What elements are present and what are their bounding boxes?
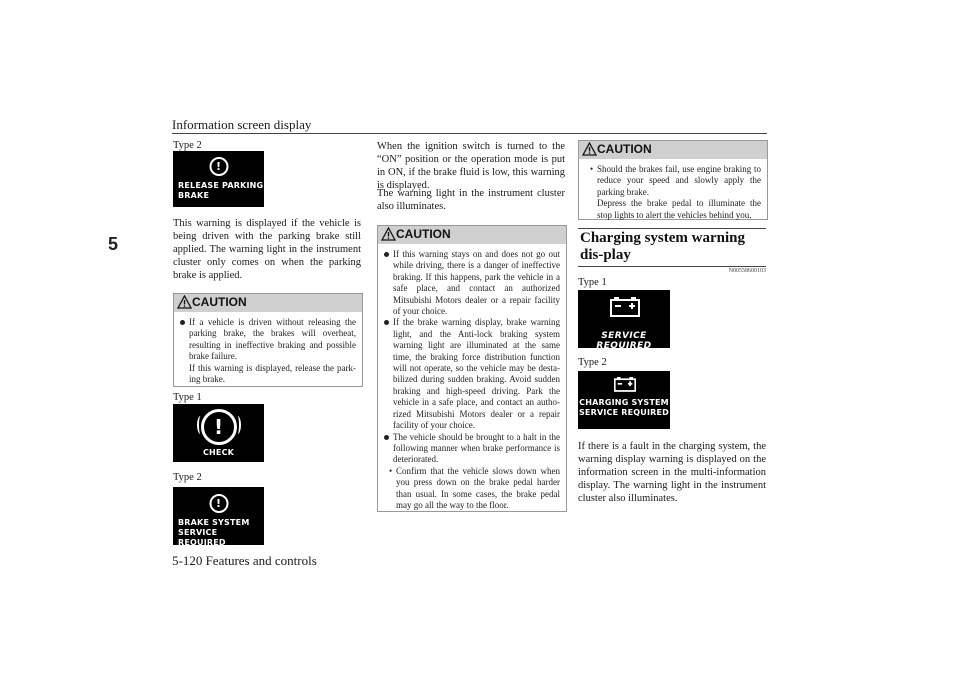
- brake-fluid-warning-paragraph: When the ignition switch is turned to the “ON” position or the operation mode is put in ON, if the brake fluid is low, this warning is displayed.: [377, 141, 565, 191]
- caution-box-brake-fluid: [377, 225, 567, 512]
- section-top-rule: [578, 228, 766, 229]
- service-required-display: [578, 290, 670, 348]
- bullet-dot-icon: [384, 252, 389, 257]
- type2b-label: Type 2: [173, 472, 202, 483]
- bullet-dot-icon: [180, 320, 185, 325]
- bullet-point-icon: •: [389, 465, 393, 476]
- caution-header: [579, 141, 767, 159]
- section-title: Charging system warning dis-play: [580, 230, 746, 263]
- chapter-tab: 5: [107, 233, 118, 254]
- bullet-point-icon: •: [590, 164, 594, 174]
- header-rule: [172, 133, 767, 134]
- caution-item: The vehicle should be brought to a halt in the following manner when brake performance is deteriorated.: [384, 432, 560, 466]
- bullet-dot-icon: [384, 435, 389, 440]
- caution-box-brake-failure: [578, 140, 768, 220]
- caution-item: If the brake warning display, brake warning light, and the Anti-lock braking system warning light are illuminated at the same time, the braking force distribution function will not operate, so the vehicle may be desta-bilized during sudden braking. Avoid sudden braking and high-speed driving. Park the vehicle in a safe place, and contact an autho-rized Mitsubishi Motors dealer or a repair facility of your choice.: [384, 317, 560, 431]
- document-code: N00558600103: [728, 268, 766, 274]
- warning-light-paragraph: The warning light in the instrument cluster also illuminates.: [377, 188, 565, 212]
- battery-icon: [614, 376, 636, 392]
- exclamation-circle-icon: !: [209, 494, 228, 513]
- caution-header: [378, 226, 566, 244]
- caution-header: [174, 294, 362, 312]
- caution-item: If a vehicle is driven without releasing the parking brake, the brakes will overheat, resulting in ineffective braking and possible brake failure.: [180, 317, 356, 363]
- display-message-line2: BRAKE: [178, 191, 210, 200]
- warning-triangle-icon: [177, 295, 192, 309]
- type2-label: Type 2: [173, 140, 202, 151]
- battery-icon: [610, 296, 640, 317]
- caution-subitem: • Should the brakes fail, use engine braking to reduce your speed and slowly apply the parking brake.: [590, 164, 761, 197]
- caution-box-parking-brake: [173, 293, 363, 387]
- caution-title: CAUTION: [597, 142, 652, 156]
- brake-warning-icon: !: [201, 409, 237, 445]
- caution-title: CAUTION: [192, 295, 247, 309]
- type2-label: Type 2: [578, 357, 607, 368]
- caution-title: CAUTION: [396, 227, 451, 241]
- display-message-line2: SERVICE REQUIRED: [578, 408, 670, 417]
- display-message-line1: RELEASE PARKING: [178, 181, 264, 190]
- display-message-line2: SERVICE REQUIRED: [178, 528, 226, 545]
- caution-subitem: • Confirm that the vehicle slows down when you press down on the brake pedal harder than usual. In some cases, the brake pedal may go all the way to the floor.: [389, 465, 560, 510]
- display-message: SERVICE REQUIRED: [596, 331, 652, 348]
- warning-triangle-icon: [381, 227, 396, 241]
- display-message-line1: BRAKE SYSTEM: [178, 518, 250, 527]
- brake-check-display: [173, 404, 264, 462]
- warning-triangle-icon: [582, 142, 597, 156]
- display-message: CHECK: [202, 448, 235, 457]
- caution-item-continuation: If this warning is displayed, release the park-ing brake.: [189, 362, 356, 385]
- brake-system-service-display: [173, 487, 264, 545]
- exclamation-circle-icon: !: [209, 157, 228, 176]
- section-bottom-rule: [578, 266, 766, 267]
- caution-subitem-continuation: Depress the brake pedal to illuminate the stop lights to alert the vehicles behind you.: [597, 198, 761, 220]
- display-message-line1: CHARGING SYSTEM: [579, 398, 669, 407]
- parking-brake-warning-paragraph: This warning is displayed if the vehicle is being driven with the parking brake still applied. The warning light in the instrument cluster only comes on when the parking brake is applied.: [173, 218, 361, 281]
- page-number-footer: 5-120 Features and controls: [172, 553, 317, 568]
- running-header-title: Information screen display: [172, 117, 312, 132]
- type1-label: Type 1: [578, 277, 607, 288]
- type1-label: Type 1: [173, 392, 202, 403]
- bullet-dot-icon: [384, 320, 389, 325]
- release-parking-brake-display: [173, 151, 264, 207]
- charging-system-service-display: [578, 371, 670, 429]
- brake-arc-decoration: [197, 412, 241, 438]
- caution-item: If this warning stays on and does not go out while driving, there is a danger of ineffective braking. If this happens, park the vehicle in a safe place, and contact an authorized Mitsubishi Motors dealer or a repair facility of your choice.: [384, 249, 560, 317]
- charging-system-paragraph: If there is a fault in the charging system, the warning display warning is displayed on the information screen in the multi-information display. The warning light in the instrument cluster also illuminates.: [578, 441, 766, 504]
